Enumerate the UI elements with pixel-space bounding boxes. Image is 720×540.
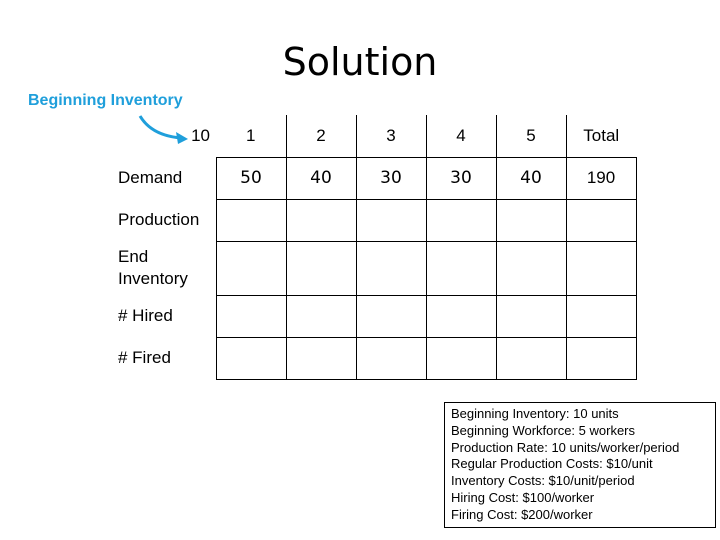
header-total: Total bbox=[566, 115, 636, 157]
table-cell: 30 bbox=[426, 157, 496, 199]
table-cell bbox=[356, 199, 426, 241]
table-cell bbox=[426, 199, 496, 241]
beginning-inventory-callout: Beginning Inventory bbox=[28, 92, 183, 109]
table-cell bbox=[426, 295, 496, 337]
info-line: Hiring Cost: $100/worker bbox=[451, 489, 595, 505]
parameters-box bbox=[444, 402, 716, 528]
table-cell bbox=[356, 337, 426, 379]
table-cell bbox=[356, 241, 426, 295]
table-cell bbox=[496, 241, 566, 295]
table-cell bbox=[356, 295, 426, 337]
table-row bbox=[112, 199, 636, 241]
table-cell-total: 190 bbox=[566, 157, 636, 199]
table-cell bbox=[426, 337, 496, 379]
table-cell bbox=[216, 199, 286, 241]
table-row bbox=[112, 157, 636, 199]
table-cell bbox=[286, 241, 356, 295]
table-row bbox=[112, 241, 636, 295]
table-cell bbox=[496, 199, 566, 241]
table-cell bbox=[216, 295, 286, 337]
table-cell bbox=[496, 295, 566, 337]
table-cell bbox=[566, 199, 636, 241]
table-cell bbox=[286, 337, 356, 379]
table-cell bbox=[426, 241, 496, 295]
info-line: Firing Cost: $200/worker bbox=[451, 506, 593, 522]
info-line: Inventory Costs: $10/unit/period bbox=[451, 473, 635, 489]
info-line: Beginning Workforce: 5 workers bbox=[451, 422, 636, 438]
row-label-demand: Demand bbox=[112, 157, 216, 199]
row-label-end-inventory-text: End Inventory bbox=[118, 247, 188, 288]
table-cell bbox=[286, 295, 356, 337]
table-cell bbox=[566, 241, 636, 295]
table-cell bbox=[216, 337, 286, 379]
row-label-production: Production bbox=[112, 199, 216, 241]
table-cell: 40 bbox=[496, 157, 566, 199]
header-period-1: 1 bbox=[216, 115, 286, 157]
header-period-4: 4 bbox=[426, 115, 496, 157]
row-label-end-inventory bbox=[112, 241, 216, 295]
header-period-2: 2 bbox=[286, 115, 356, 157]
table-row bbox=[112, 295, 636, 337]
info-line: Regular Production Costs: $10/unit bbox=[451, 456, 653, 472]
aggregate-plan-table bbox=[112, 115, 637, 380]
table-cell: 30 bbox=[356, 157, 426, 199]
info-line: Beginning Inventory: 10 units bbox=[451, 406, 619, 421]
table-cell: 40 bbox=[286, 157, 356, 199]
info-line: Production Rate: 10 units/worker/period bbox=[451, 439, 680, 455]
slide-title: Solution bbox=[282, 40, 438, 84]
table-cell bbox=[286, 199, 356, 241]
table-cell bbox=[496, 337, 566, 379]
row-label-hired: # Hired bbox=[112, 295, 216, 337]
row-label-fired: # Fired bbox=[112, 337, 216, 379]
table-cell bbox=[216, 241, 286, 295]
header-period-5: 5 bbox=[496, 115, 566, 157]
table-row bbox=[112, 337, 636, 379]
header-beginning-inventory-cell: 10 bbox=[191, 126, 210, 145]
table-cell: 50 bbox=[216, 157, 286, 199]
header-period-3: 3 bbox=[356, 115, 426, 157]
table-cell bbox=[566, 295, 636, 337]
table-header-row bbox=[112, 115, 636, 157]
table-cell bbox=[566, 337, 636, 379]
